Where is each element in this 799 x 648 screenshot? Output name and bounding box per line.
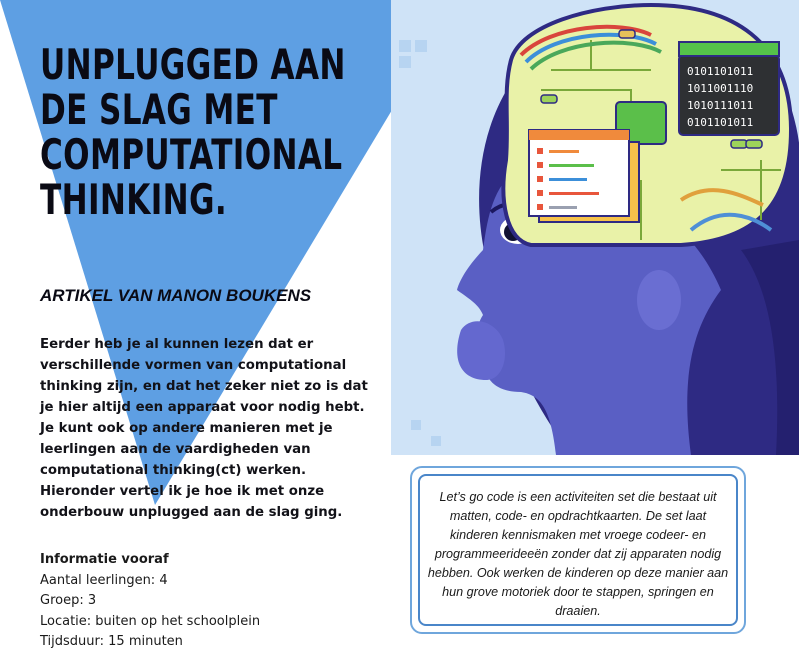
info-item-group: Groep: 3 bbox=[40, 593, 97, 608]
info-heading: Informatie vooraf bbox=[40, 552, 169, 567]
info-callout-box bbox=[410, 466, 746, 634]
info-block bbox=[40, 550, 260, 648]
binary-line-3: 1010111011 bbox=[687, 99, 754, 112]
title-line-1: UNPLUGGED AAN bbox=[40, 40, 346, 89]
intro-paragraph: Eerder heb je al kunnen lezen dat er verschillende vormen van computational thinking zijn, en dat het zeker niet zo is dat je hier altijd een apparaat voor nodig hebt. Je kunt ook op andere manieren met je leerlingen aan de vaardigheden van computational thinking(ct) werken. Hieronder vertel ik je hoe ik met onze onderbouw unplugged aan de slag ging. bbox=[40, 337, 368, 520]
brain-illustration bbox=[391, 0, 799, 455]
title-line-3: COMPUTATIONAL bbox=[40, 130, 343, 179]
ear-shape bbox=[637, 270, 681, 330]
binary-line-2: 1011001110 bbox=[687, 82, 754, 95]
title-line-4: THINKING. bbox=[40, 175, 228, 224]
callout-text: Let’s go code is een activiteiten set die bestaat uit matten, code- en opdrachtkaarten. De set laat kinderen kennismaken met vroege codeer- en programmeerideeën zonder dat zij apparaten nodig hebben. Ook werken de kinderen op deze manier aan hun grove motoriek door te stappen, springen en draaien. bbox=[427, 490, 729, 618]
binary-line-4: 0101101011 bbox=[687, 116, 754, 129]
title-line-2: DE SLAG MET bbox=[40, 85, 278, 134]
code-window-icon bbox=[529, 130, 639, 222]
info-item-location: Locatie: buiten op het schoolplein bbox=[40, 613, 261, 629]
info-item-students: Aantal leerlingen: 4 bbox=[40, 572, 168, 588]
info-item-duration: Tijdsduur: 15 minuten bbox=[40, 634, 183, 648]
author-byline: ARTIKEL VAN MANON BOUKENS bbox=[40, 286, 312, 305]
binary-line-1: 0101101011 bbox=[687, 65, 754, 78]
article-title bbox=[40, 42, 346, 222]
